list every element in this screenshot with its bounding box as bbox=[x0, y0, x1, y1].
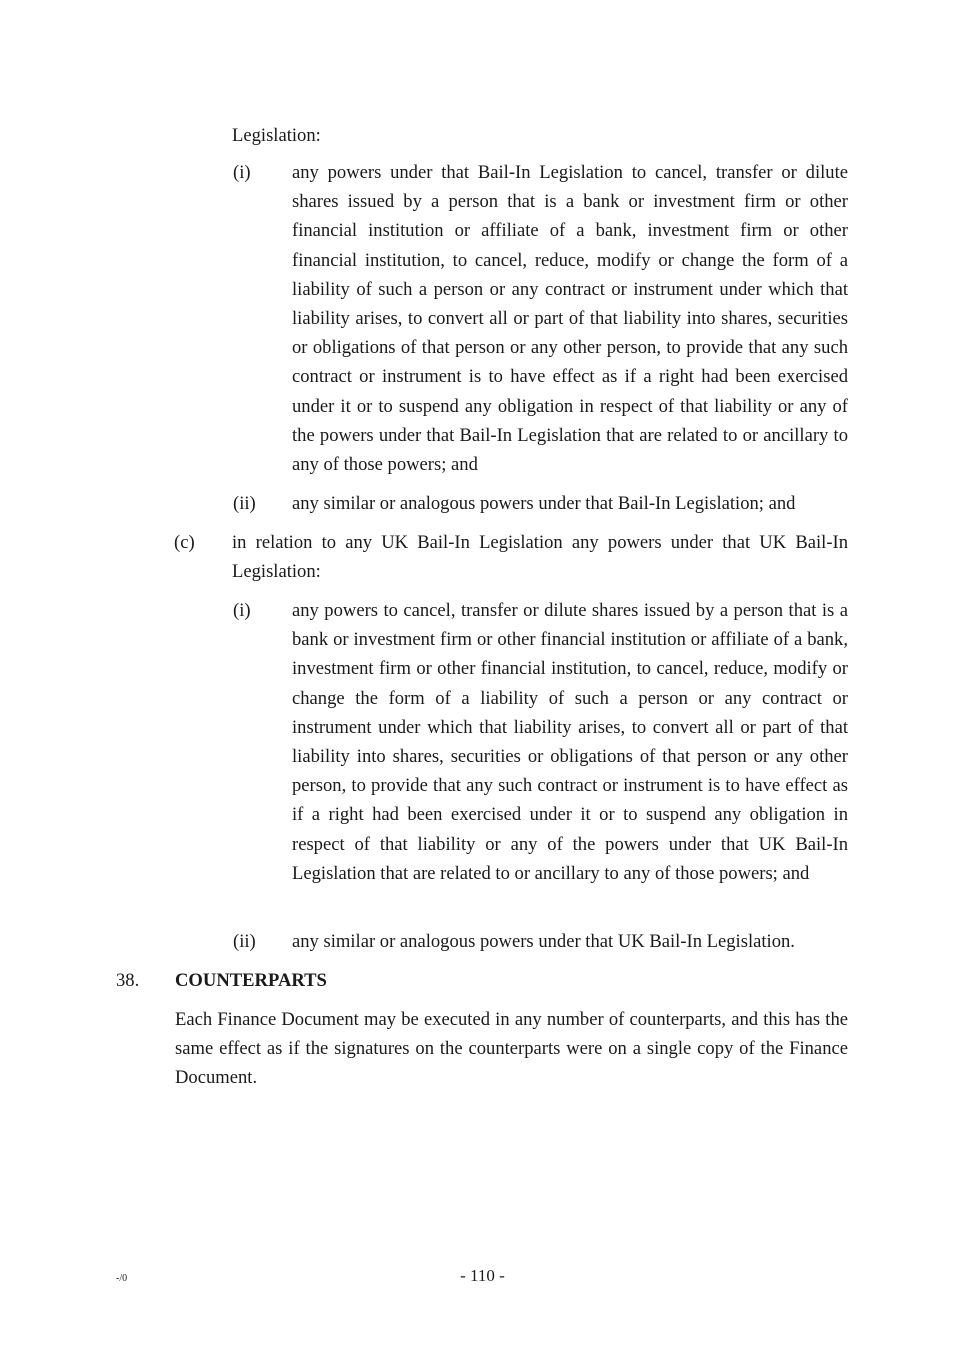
c-subitem-ii-text: any similar or analogous powers under that UK Bail-In Legislation. bbox=[292, 931, 795, 952]
b-item-ii-text: any similar or analogous powers under that Bail-In Legislation; and bbox=[292, 493, 796, 514]
b-item-i-text: any powers under that Bail-In Legislation to cancel, transfer or dilute shares issued by a person that is a bank or investment firm or other financial institution or affiliate of a bank, investment firm or other financial institution, to cancel, reduce, modify or change the form of a liability of such a person or any contract or instrument under which that liability arises, to convert all or part of that liability into shares, securities or obligations of that person or any other person, to provide that any such contract or instrument is to have effect as if a right had been exercised under it or to suspend any obligation in respect of that liability or any of the powers under that Bail-In Legislation that are related to or ancillary to any of those powers; and bbox=[292, 162, 848, 476]
lead-text: Legislation: bbox=[232, 125, 321, 146]
c-subitem-i-text: any powers to cancel, transfer or dilute shares issued by a person that is a bank or investment firm or other financial institution or affiliate of a bank, investment firm or other financial institution, to cancel, reduce, modify or change the form of a liability of such a person or any contract or instrument under which that liability arises, to convert all or part of that liability into shares, securities or obligations of that person or any other person, to provide that any such contract or instrument is to have effect as if a right had been exercised under it or to suspend any obligation in respect of that liability or any of the powers under that UK Bail-In Legislation that are related to or ancillary to any of those powers; and bbox=[292, 600, 848, 884]
c-subitem-i-number: (i) bbox=[233, 600, 251, 621]
section-number: 38. bbox=[116, 970, 140, 991]
section-body: Each Finance Document may be executed in any number of counterparts, and this has the same effect as if the signatures on the counterparts were on a single copy of the Finance Document. bbox=[175, 1009, 848, 1089]
c-subitem-ii-number: (ii) bbox=[233, 931, 256, 952]
b-item-i-number: (i) bbox=[233, 162, 251, 183]
section-title: COUNTERPARTS bbox=[175, 970, 327, 991]
c-item-text: in relation to any UK Bail-In Legislation any powers under that UK Bail-In Legislation: bbox=[232, 532, 848, 583]
footer-reference: -/0 bbox=[116, 1273, 128, 1284]
b-item-ii-number: (ii) bbox=[233, 493, 256, 514]
page-number: - 110 - bbox=[460, 1266, 505, 1285]
c-item-number: (c) bbox=[174, 532, 195, 553]
